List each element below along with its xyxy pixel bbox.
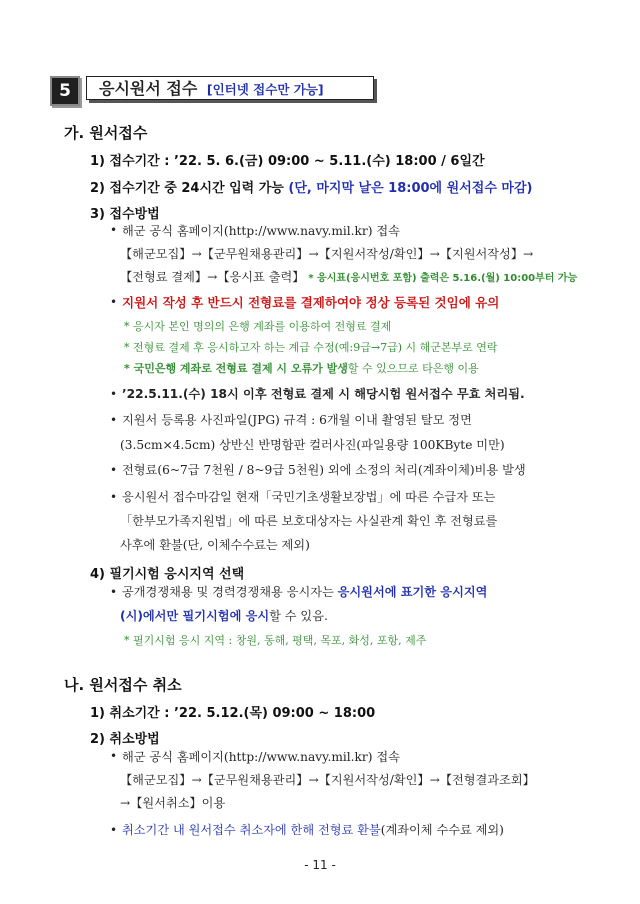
- cancel-refund-line: [122, 821, 504, 838]
- cancel-method-heading: 2) 취소방법: [90, 732, 160, 747]
- region-line2: [120, 607, 328, 624]
- payment-warning: 지원서 작성 후 반드시 전형료를 결제하여야 정상 등록된 것임에 유의: [122, 295, 500, 310]
- section-title-box: [86, 76, 374, 100]
- region-line2-highlight: (시)에서만 필기시험에 응시: [120, 609, 270, 623]
- refund-line3: 사후에 환불(단, 이체수수료는 제외): [120, 538, 310, 552]
- note-kb-bank: [124, 360, 479, 376]
- 24h-line: [90, 177, 532, 196]
- menu-path-text: 【전형료 결제】→【응시표 출력】: [120, 270, 305, 284]
- bullet: •: [110, 823, 118, 837]
- cancel-refund-text: (계좌이체 수수료 제외): [380, 823, 504, 837]
- page-number: - 11 -: [304, 858, 336, 872]
- cancel-menu-line2: →【원서취소】이용: [120, 796, 226, 810]
- region-line2-text: 할 수 있음.: [269, 609, 328, 623]
- region-line1-text: 공개경쟁채용 및 경력경쟁채용 응시자는: [122, 585, 338, 599]
- method-heading: 3) 접수방법: [90, 207, 160, 222]
- region-line1-highlight: 응시원서에 표기한 응시지역: [337, 585, 488, 599]
- photo-spec-line2: (3.5cm×4.5cm) 상반신 반명함판 컬러사진(파일용량 100KByte 미만): [120, 438, 505, 452]
- note-kb-bank-bold: * 국민은행 계좌로 전형료 결제 시 오류가 발생: [124, 362, 348, 375]
- payment-deadline: ’22.5.11.(수) 18시 이후 전형료 결제 시 해당시험 원서접수 무효 처리됨.: [122, 387, 525, 401]
- menu-path-line2: [120, 268, 577, 285]
- bullet: •: [110, 749, 118, 763]
- cancel-homepage-line: 해군 공식 홈페이지(http://www.navy.mil.kr) 접속: [122, 750, 400, 764]
- refund-line1: 응시원서 접수마감일 현재「국민기초생활보장법」에 따른 수급자 또는: [122, 490, 496, 504]
- note-kb-bank-rest: 할 수 있으므로 타은행 이용: [347, 362, 479, 375]
- bullet: •: [110, 490, 118, 504]
- section-note: [인터넷 접수만 가능]: [206, 82, 324, 97]
- heading-application: 가. 원서접수: [64, 124, 148, 142]
- section-header: [50, 76, 368, 106]
- cancel-menu-line1: 【해군모집】→【군무원채용관리】→【지원서작성/확인】→【전형결과조회】: [120, 773, 535, 787]
- region-heading: 4) 필기시험 응시지역 선택: [90, 567, 245, 582]
- note-grade-change: * 전형료 결제 후 응시하고자 하는 계급 수정(예:9급→7급) 시 해군본부로 연락: [124, 341, 498, 354]
- 24h-highlight: (단, 마지막 날은 18:00에 원서접수 마감): [288, 181, 533, 196]
- photo-spec-line1: 지원서 등록용 사진파일(JPG) 규격 : 6개월 이내 촬영된 탈모 정면: [122, 413, 472, 427]
- bullet: •: [110, 463, 118, 477]
- bullet: •: [110, 585, 118, 599]
- region-list-note: * 필기시험 응시 지역 : 창원, 동해, 평택, 목포, 화성, 포항, 제주: [124, 634, 427, 647]
- menu-path-line1: 【해군모집】→【군무원채용관리】→【지원서작성/확인】→【지원서작성】→: [120, 247, 534, 261]
- homepage-line: 해군 공식 홈페이지(http://www.navy.mil.kr) 접속: [122, 224, 400, 238]
- bullet: •: [110, 413, 118, 427]
- refund-line2: 「한부모가족지원법」에 따른 보호대상자는 사실관계 확인 후 전형료를: [120, 514, 498, 528]
- bullet: •: [110, 387, 118, 401]
- cancel-period-line: 1) 취소기간 : ’22. 5.12.(목) 09:00 ~ 18:00: [90, 706, 376, 721]
- bullet: •: [110, 295, 118, 309]
- period-line: 1) 접수기간 : ’22. 5. 6.(금) 09:00 ~ 5.11.(수) 18:00 / 6일간: [90, 154, 485, 169]
- heading-cancel: 나. 원서접수 취소: [64, 676, 182, 694]
- bullet: •: [110, 223, 118, 237]
- fee-line: 전형료(6~7급 7천원 / 8~9급 5천원) 외에 소정의 처리(계좌이체)비용 발생: [122, 463, 526, 477]
- note-own-account: * 응시자 본인 명의의 은행 계좌를 이용하여 전형료 결제: [124, 320, 392, 333]
- ticket-print-note: * 응시표(응시번호 포함) 출력은 5.16.(월) 10:00부터 가능: [308, 273, 578, 284]
- section-title: 응시원서 접수: [99, 79, 198, 98]
- region-line1: [122, 583, 487, 600]
- section-number: 5: [50, 76, 80, 106]
- 24h-label: 2) 접수기간 중 24시간 입력 가능: [90, 181, 289, 196]
- cancel-refund-highlight: 취소기간 내 원서접수 취소자에 한해 전형료 환불: [122, 823, 381, 837]
